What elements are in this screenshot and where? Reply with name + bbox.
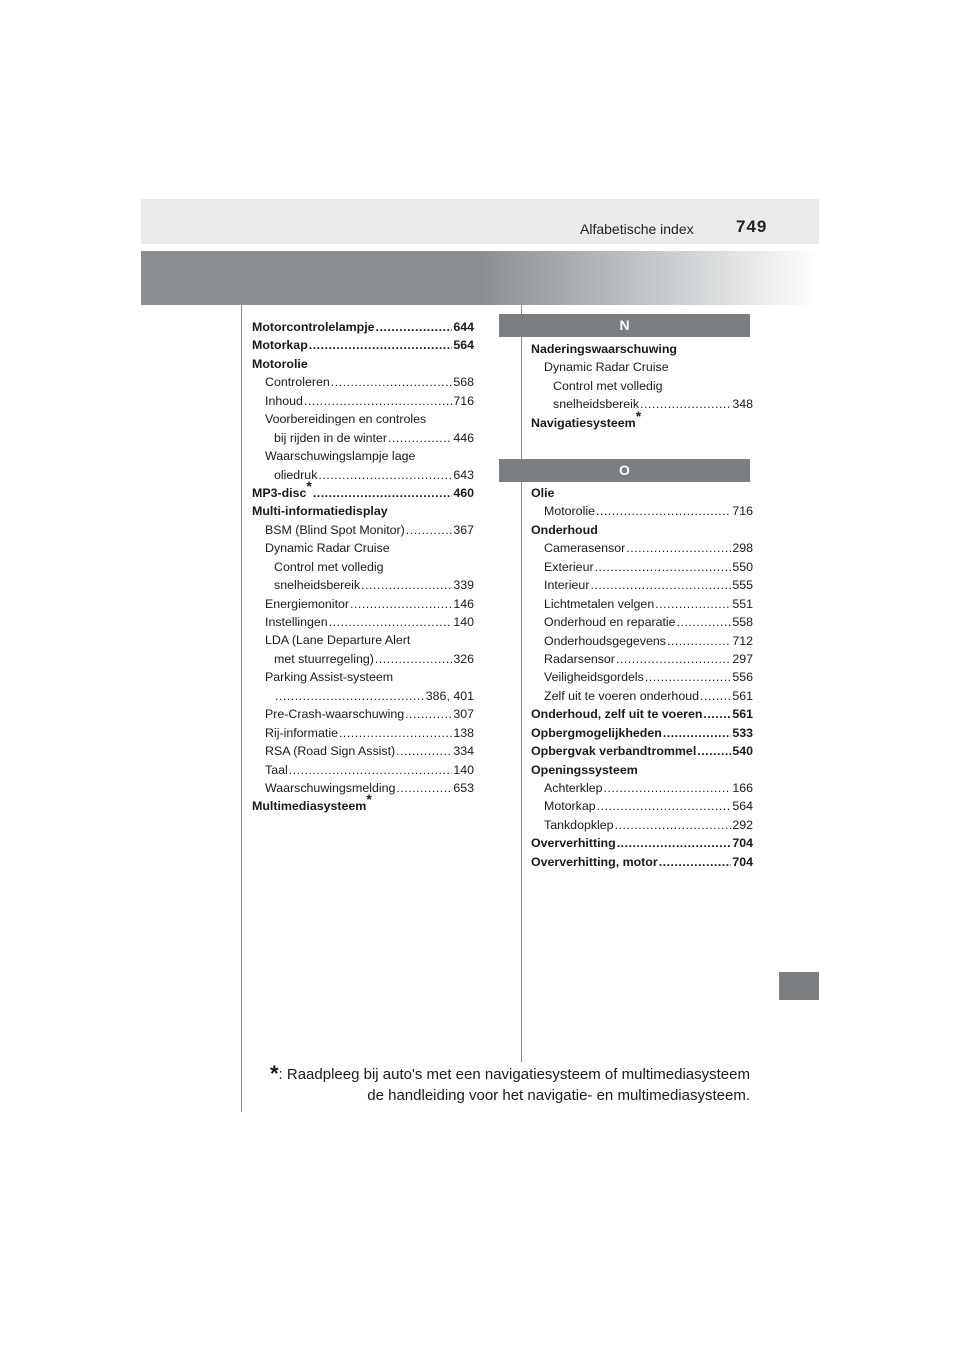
left-divider <box>241 305 242 1112</box>
page-number: 749 <box>736 217 768 236</box>
index-term: Parking Assist-systeem <box>265 670 394 685</box>
index-entry <box>252 429 474 447</box>
footnote-text-1: : Raadpleeg bij auto's met een navigatiesysteem of multimediasysteem <box>278 1066 750 1083</box>
dot-leader <box>590 576 731 594</box>
section-header-n: N <box>499 314 750 337</box>
index-entry <box>531 650 753 668</box>
index-term: Motorkap <box>544 799 596 814</box>
index-entry <box>252 724 474 742</box>
index-entry <box>252 318 474 336</box>
dot-leader <box>617 834 732 852</box>
footnote-star: * <box>269 1061 279 1086</box>
index-entry <box>252 779 474 797</box>
dot-leader <box>615 816 732 834</box>
index-entry <box>531 502 753 520</box>
page-reference: 555 <box>732 578 753 593</box>
index-entry <box>531 340 753 358</box>
index-entry <box>531 705 753 723</box>
index-term: snelheidsbereik <box>274 578 361 593</box>
index-term: Lichtmetalen velgen <box>544 596 655 611</box>
page-reference: 326 <box>453 651 474 666</box>
page-reference: 568 <box>453 375 474 390</box>
footnote-marker: * <box>635 407 642 424</box>
index-term: Openingssysteem <box>531 762 638 777</box>
index-term: Dynamic Radar Cruise <box>544 360 669 375</box>
header-bar <box>141 199 819 244</box>
index-term: Control met volledig <box>274 559 384 574</box>
index-term: Zelf uit te voeren onderhoud <box>544 688 699 703</box>
index-term: bij rijden in de winter <box>274 430 387 445</box>
dot-leader <box>318 466 452 484</box>
page-reference: 550 <box>732 559 753 574</box>
index-entry <box>252 502 474 520</box>
page-reference: 140 <box>453 615 474 629</box>
dot-leader <box>697 742 731 760</box>
dot-leader <box>677 613 732 631</box>
section-n <box>499 314 750 337</box>
dot-leader <box>703 705 731 723</box>
section-header-o: O <box>499 459 750 482</box>
index-term: Multimediasysteem* <box>252 791 372 814</box>
index-term: BSM (Blind Spot Monitor) <box>265 522 405 537</box>
dot-leader <box>596 502 731 520</box>
page-reference: 146 <box>453 596 474 611</box>
index-entry <box>531 395 753 413</box>
page-reference: 348 <box>732 397 753 412</box>
index-entry <box>531 558 753 576</box>
index-term: snelheidsbereik <box>553 397 640 412</box>
dot-leader <box>406 521 453 539</box>
page-reference: 561 <box>732 707 753 722</box>
dot-leader <box>339 724 452 742</box>
index-term: Onderhoud <box>531 522 598 537</box>
page-reference: 367 <box>453 522 474 537</box>
index-term: Motorcontrolelampje <box>252 320 375 334</box>
dot-leader <box>626 539 731 557</box>
index-entry <box>252 705 474 723</box>
index-entry <box>252 477 474 502</box>
index-term: Opbergvak verbandtrommel <box>531 744 697 759</box>
dot-leader <box>700 687 731 705</box>
dot-leader <box>405 705 452 723</box>
page-section-title: Alfabetische index <box>580 221 694 237</box>
index-term: Tankdopklep <box>544 817 614 832</box>
index-term: Achterklep <box>544 781 603 795</box>
index-entry <box>531 377 753 395</box>
page-reference: 138 <box>453 725 474 740</box>
index-term: Energiemonitor <box>265 596 350 611</box>
index-term: Exterieur <box>544 559 594 574</box>
index-entry <box>531 687 753 705</box>
index-term: RSA (Road Sign Assist) <box>265 744 396 759</box>
dot-leader <box>659 853 732 871</box>
page-reference: 297 <box>732 651 753 666</box>
index-term: Onderhoudsgegevens <box>544 633 666 648</box>
index-entry <box>252 410 474 428</box>
index-term: Naderingswaarschuwing <box>531 342 677 356</box>
page-reference: 704 <box>732 836 753 851</box>
index-term: Motorkap <box>252 338 308 353</box>
index-entry <box>252 761 474 779</box>
index-term: Veiligheidsgordels <box>544 670 644 685</box>
index-section-o-entries <box>531 484 753 871</box>
page-reference: 540 <box>732 744 753 759</box>
index-entry <box>531 742 753 760</box>
index-entry <box>252 595 474 613</box>
footnote-marker: * <box>306 477 312 494</box>
dot-leader <box>663 724 732 742</box>
index-entry <box>531 724 753 742</box>
index-entry <box>531 761 753 779</box>
index-term: Dynamic Radar Cruise <box>265 541 390 556</box>
index-term: Onderhoud, zelf uit te voeren <box>531 707 703 722</box>
page-reference: 644 <box>453 320 474 334</box>
index-entry <box>252 631 474 649</box>
index-entry <box>531 595 753 613</box>
index-entry <box>531 407 753 432</box>
page-reference: 446 <box>453 430 474 445</box>
index-term: Motorolie <box>252 356 308 371</box>
index-entry <box>252 668 474 686</box>
index-entry <box>252 576 474 594</box>
index-entry <box>252 392 474 410</box>
dot-leader <box>329 613 453 631</box>
header-banner <box>141 251 819 305</box>
index-entry <box>252 373 474 391</box>
index-entry <box>252 466 474 484</box>
index-entry <box>531 668 753 686</box>
index-term: Rij-informatie <box>265 725 338 740</box>
page-reference: 298 <box>732 541 753 556</box>
dot-leader <box>655 595 731 613</box>
dot-leader <box>309 336 453 354</box>
index-entry <box>531 797 753 815</box>
index-term: Oververhitting <box>531 836 616 851</box>
index-entry <box>252 613 474 631</box>
dot-leader <box>361 576 452 594</box>
column-divider <box>521 305 522 1062</box>
dot-leader <box>350 595 452 613</box>
index-entry <box>252 742 474 760</box>
index-term: Multi-informatiedisplay <box>252 504 388 519</box>
dot-leader <box>376 318 453 336</box>
chapter-tab <box>779 972 819 1000</box>
index-term: Motorolie <box>544 504 595 519</box>
page-reference: 551 <box>732 596 753 611</box>
index-entry <box>531 576 753 594</box>
index-entry <box>252 539 474 557</box>
page-reference: 712 <box>732 633 753 648</box>
index-term: Navigatiesysteem* <box>531 407 642 430</box>
index-section-n-entries <box>531 340 753 432</box>
index-term: Oververhitting, motor <box>531 854 658 869</box>
page-reference: 558 <box>732 615 753 630</box>
index-term: Camerasensor <box>544 541 626 556</box>
page-reference: 166 <box>732 781 753 795</box>
index-entry <box>252 558 474 576</box>
index-entry <box>531 358 753 376</box>
dot-leader <box>640 395 731 413</box>
index-entry <box>252 336 474 354</box>
index-term: Interieur <box>544 578 590 593</box>
footnote <box>252 1063 750 1106</box>
index-term: Waarschuwingslampje lage <box>265 449 416 464</box>
page-reference: 334 <box>453 744 474 759</box>
index-entry <box>531 853 753 871</box>
index-entry <box>252 687 474 705</box>
dot-leader <box>645 668 731 686</box>
dot-leader <box>616 650 731 668</box>
dot-leader <box>667 632 731 650</box>
index-term: Pre-Crash-waarschuwing <box>265 707 405 722</box>
footnote-marker: * <box>366 791 372 808</box>
index-entry <box>252 650 474 668</box>
page-reference: 564 <box>453 338 474 353</box>
dot-leader <box>375 650 452 668</box>
index-term: Taal <box>265 762 288 777</box>
page-reference: 564 <box>732 799 753 814</box>
index-column-left <box>252 318 474 816</box>
index-entry <box>252 791 474 815</box>
index-term: MP3-disc* <box>252 477 312 500</box>
dot-leader <box>275 687 425 705</box>
page-reference: 704 <box>732 854 753 869</box>
page-reference: 339 <box>453 578 474 593</box>
index-entry <box>531 539 753 557</box>
footnote-line-1 <box>252 1063 750 1085</box>
page-reference: 653 <box>453 780 474 795</box>
page-reference: 140 <box>453 762 474 777</box>
index-term: Opbergmogelijkheden <box>531 725 662 740</box>
index-term: Controleren <box>265 375 330 390</box>
index-entry <box>531 521 753 539</box>
dot-leader <box>604 779 732 797</box>
dot-leader <box>388 429 452 447</box>
index-term: Onderhoud en reparatie <box>544 615 676 630</box>
index-entry <box>531 834 753 852</box>
page-reference: 716 <box>453 393 474 408</box>
index-entry <box>531 613 753 631</box>
dot-leader <box>595 558 732 576</box>
footnote-line-2: de handleiding voor het navigatie- en multimediasysteem. <box>367 1087 750 1104</box>
index-term: Control met volledig <box>553 378 663 393</box>
index-term: Voorbereidingen en controles <box>265 412 427 427</box>
index-entry <box>531 816 753 834</box>
page-reference: 533 <box>732 725 753 740</box>
dot-leader <box>331 373 453 391</box>
page-reference: 716 <box>732 504 753 519</box>
page-reference: 556 <box>732 670 753 685</box>
index-term: Inhoud <box>265 393 303 408</box>
dot-leader <box>396 742 452 760</box>
index-entry <box>531 484 753 502</box>
dot-leader <box>313 484 452 502</box>
index-entry <box>252 447 474 465</box>
index-entry <box>252 355 474 373</box>
dot-leader <box>289 761 453 779</box>
index-term: LDA (Lane Departure Alert <box>265 633 411 648</box>
page-reference: 292 <box>732 817 753 832</box>
dot-leader <box>597 797 732 815</box>
index-term: Instellingen <box>265 615 328 629</box>
index-entry <box>252 521 474 539</box>
index-entry <box>531 779 753 797</box>
dot-leader <box>396 779 452 797</box>
page-reference: 460 <box>453 485 474 500</box>
index-term: Waarschuwingsmelding <box>265 780 396 795</box>
index-term: met stuurregeling) <box>274 651 374 666</box>
page-reference: 561 <box>732 688 753 703</box>
section-o <box>499 459 750 482</box>
page-reference: 307 <box>453 707 474 722</box>
dot-leader <box>304 392 452 410</box>
index-term: oliedruk <box>274 467 318 482</box>
index-term: Radarsensor <box>544 651 615 666</box>
page-reference: 643 <box>453 467 474 482</box>
page-reference: 386, 401 <box>425 688 474 703</box>
index-term: Olie <box>531 486 555 500</box>
index-entry <box>531 632 753 650</box>
